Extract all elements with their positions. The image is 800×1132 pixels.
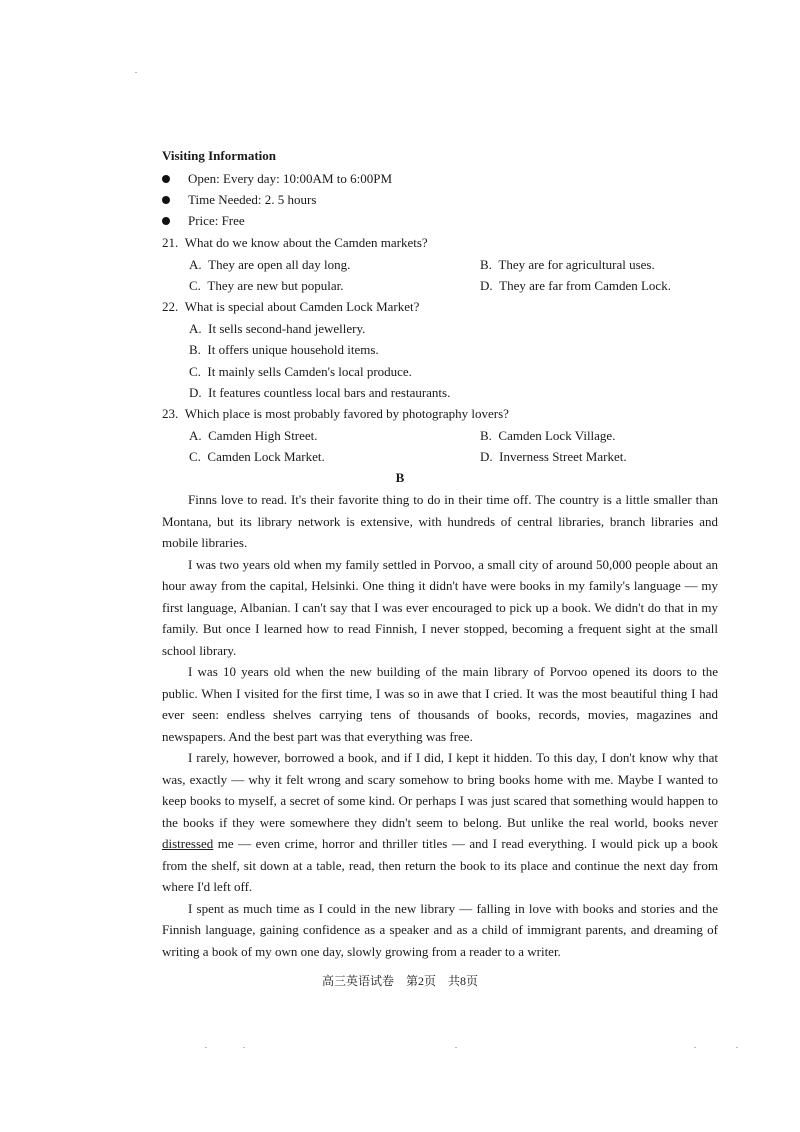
option-23-d[interactable]: D. Inverness Street Market.	[480, 449, 627, 464]
question-number: 22.	[162, 299, 179, 314]
question-21	[162, 235, 428, 251]
question-stem: What do we know about the Camden markets?	[184, 235, 428, 250]
passage-paragraph: I rarely, however, borrowed a book, and if I did, I kept it hidden. To this day, I don't know why that was, exactly — why it felt wrong and scary somehow to bring books home with me. Maybe I wanted to keep books to myself, a secret of some kind. Or perhaps I was just scared that something would happen to the books if they were somewhere they didn't seem to belong. But unlike the real world, books never distressed me — even crime, horror and thriller titles — and I read everything. I would pick up a book from the shelf, sit down at a table, read, then return the book to its place and continue the next day from where I'd left off.	[162, 750, 718, 894]
passage-paragraph: I was two years old when my family settled in Porvoo, a small city of around 50,000 people about an hour away from the capital, Helsinki. One thing it didn't have were books in my family's language — my first language, Albanian. I can't say that I was ever encouraged to pick up a book. We didn't do that in my family. But once I learned how to read Finnish, I never stopped, becoming a frequent sight at the small school library.	[162, 556, 718, 658]
visiting-item-price: Price: Free	[162, 213, 245, 229]
visiting-item-time: Time Needed: 2. 5 hours	[162, 192, 316, 208]
passage-paragraph: I was 10 years old when the new building of the main library of Porvoo opened its doors to the public. When I visited for the first time, I was so in awe that I cried. It was the most beautiful thing I had ever seen: endless shelves carrying tens of thousands of books, records, movies, magazines and newspapers. And the best part was that everything was free.	[162, 664, 718, 744]
question-stem: Which place is most probably favored by photography lovers?	[184, 406, 509, 421]
question-22	[162, 299, 419, 315]
question-23	[162, 406, 509, 422]
passage-paragraph: I spent as much time as I could in the new library — falling in love with books and stories and the Finnish language, gaining confidence as a speaker and as a child of immigrant parents, and dreaming of writing a book of my own one day, slowly growing from a reader to a writer.	[162, 900, 718, 959]
option-22-b[interactable]: B. It offers unique household items.	[189, 342, 379, 357]
bullet-icon	[162, 175, 170, 183]
bullet-icon	[162, 196, 170, 204]
option-22-a[interactable]: A. It sells second-hand jewellery.	[189, 321, 366, 336]
scan-speck	[205, 1047, 207, 1048]
scan-speck	[135, 72, 137, 73]
question-number: 21.	[162, 235, 179, 250]
option-21-b[interactable]: B. They are for agricultural uses.	[480, 257, 655, 272]
scan-speck	[455, 1047, 457, 1048]
section-b-label: B	[395, 470, 405, 485]
option-22-d[interactable]: D. It features countless local bars and restaurants.	[189, 385, 451, 400]
option-21-d[interactable]: D. They are far from Camden Lock.	[480, 278, 671, 293]
option-23-b[interactable]: B. Camden Lock Village.	[480, 428, 616, 443]
question-stem: What is special about Camden Lock Market?	[184, 299, 420, 314]
visiting-information-heading: Visiting Information	[162, 148, 276, 163]
visiting-item-open: Open: Every day: 10:00AM to 6:00PM	[162, 171, 392, 187]
passage-paragraph: Finns love to read. It's their favorite thing to do in their time off. The country is a little smaller than Montana, but its library network is extensive, with hundreds of central libraries, branch libraries and mobile libraries.	[162, 492, 718, 550]
page-footer: 高三英语试卷 第2页 共8页	[321, 974, 478, 988]
scan-speck	[736, 1047, 738, 1048]
bullet-icon	[162, 217, 170, 225]
question-number: 23.	[162, 406, 179, 421]
scan-speck	[243, 1047, 245, 1048]
option-21-a[interactable]: A. They are open all day long.	[189, 257, 351, 272]
scan-speck	[694, 1047, 696, 1048]
option-23-c[interactable]: C. Camden Lock Market.	[189, 449, 325, 464]
passage-b	[162, 489, 718, 962]
option-21-c[interactable]: C. They are new but popular.	[189, 278, 344, 293]
option-22-c[interactable]: C. It mainly sells Camden's local produce.	[189, 364, 412, 379]
option-23-a[interactable]: A. Camden High Street.	[189, 428, 318, 443]
underlined-word: distressed	[162, 836, 214, 851]
